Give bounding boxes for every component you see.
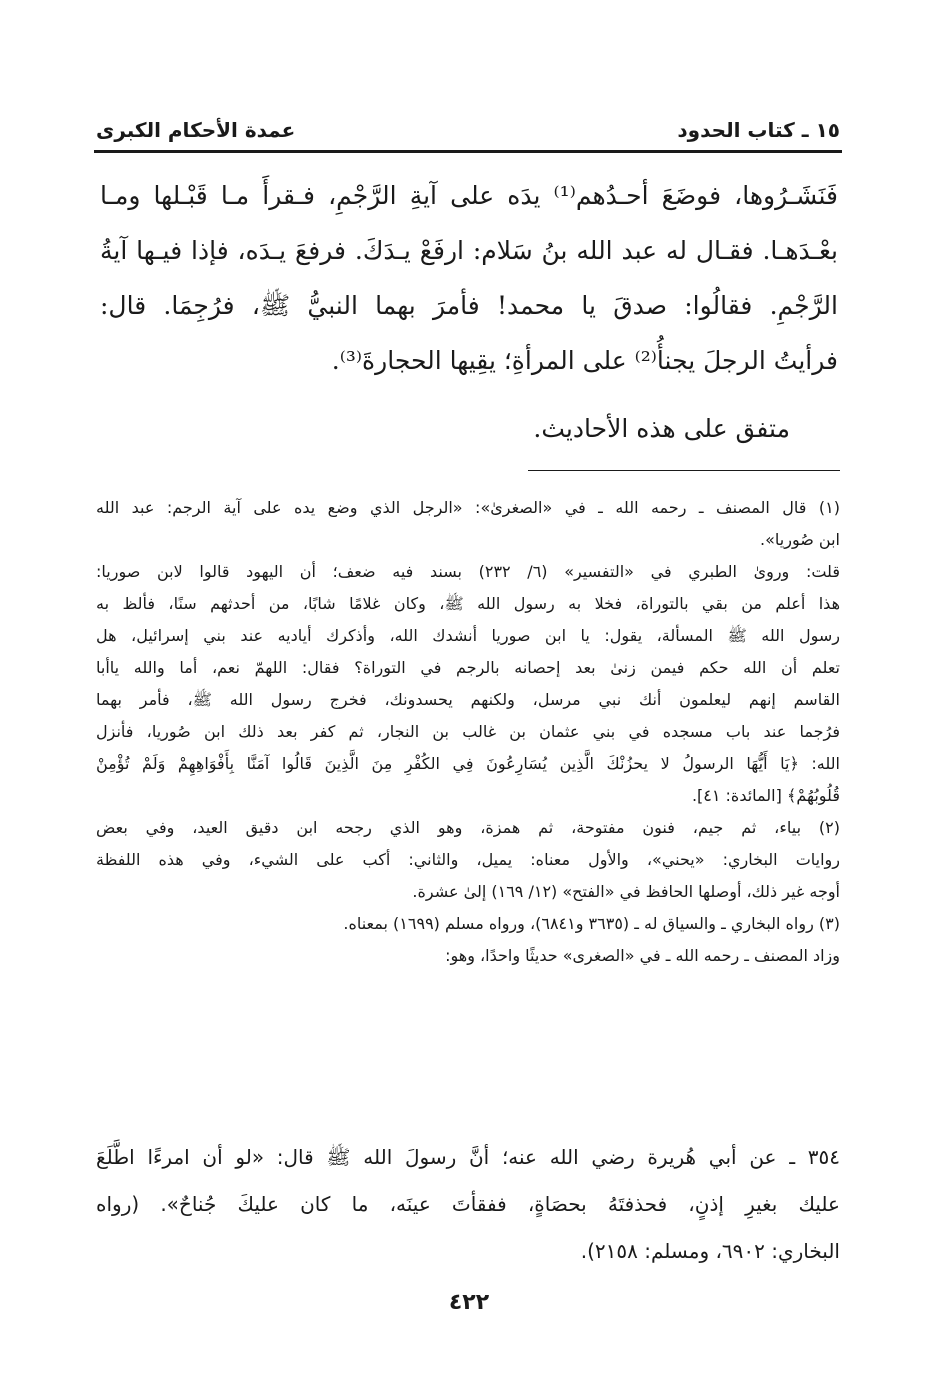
book-title: عمدة الأحكام الكبرى xyxy=(96,118,296,142)
footnote-line: الله: ﴿يَا أَيُّهَا الرسولُ لا يحزُنْكَ الَّذِين يُسَارِعُونَ فِي الكُفْرِ مِنَ الَّذِينَ قَالُوا آمَنَّا بِأَفْوَاهِهِمْ وَلَمْ تُؤْمِنْ xyxy=(96,754,840,773)
hadith-line: ٣٥٤ ـ عن أبي هُريرة رضي الله عنه؛ أنَّ رسولَ الله ﷺ قال: «لو أن امرءًا اطَّلَعَ xyxy=(96,1145,840,1169)
footnote-line: ابن صُوريا». xyxy=(760,530,840,549)
footnote-line: (١) قال المصنف ـ رحمه الله ـ في «الصغرىٰ»: «الرجل الذي وضع يده على آية الرجم: عبد الله xyxy=(96,498,840,517)
footnote-divider xyxy=(528,470,840,471)
footnote-line: هذا أعلم من بقي بالتوراة، فخلا به رسول الله ﷺ، وكان غلامًا شابًا، من أحدثهم سنًا، فألظ به xyxy=(96,594,840,613)
footnote-line: (٢) بياء، ثم جيم، فنون مفتوحة، ثم همزة، وهو الذي رجحه ابن دقيق العيد، وفي بعض xyxy=(96,818,840,837)
footnote-line: فرُجما عند باب مسجده في بني عثمان بن غالب بن النجار، ثم كفر بعد ذلك ابن صُوريا، فأنزل xyxy=(96,722,840,741)
footnote-line: تعلم أن الله حكم فيمن زنىٰ بعد إحصانه بالرجم في التوراة؟ فقال: اللهمّ نعم، أما والله ياأبا xyxy=(96,658,840,677)
running-header xyxy=(96,112,840,148)
main-text-line: الرَّجْمِ. فقالُوا: صدقَ يا محمد! فأمرَ بهما النبيُّ ﷺ، فرُجِمَا. قال: xyxy=(100,291,838,320)
hadith-line: عليك بغيرِ إذنٍ، فحذفتَهُ بحصَاةٍ، ففقأتَ عينَه، ما كان عليكَ جُناحٌ». (رواه xyxy=(96,1192,840,1216)
main-text-line: بعْـدَهـا. فقـال له عبد الله بنُ سَلام: ارفَعْ يـدَكَ. فرفعَ يـدَه، فإذا فيـها آيةُ xyxy=(100,236,838,265)
footnote-line: رسول الله ﷺ المسألة، يقول: يا ابن صوريا أنشدك الله، وأذكرك أياديه عند بني إسرائيل، هل xyxy=(96,626,840,645)
footnote-line: وزاد المصنف ـ رحمه الله ـ في «الصغرى» حديثًا واحدًا، وهو: xyxy=(445,946,840,965)
hadith-line: البخاري: ٦٩٠٢، ومسلم: ٢١٥٨). xyxy=(580,1239,840,1263)
footnote-line: قلت: وروىٰ الطبري في «التفسير» (٦/ ٢٣٢) بسند فيه ضعف؛ أن اليهود قالوا لابن صوريا: xyxy=(96,562,840,581)
agreement-note: متفق على هذه الأحاديث. xyxy=(533,414,790,443)
footnotes xyxy=(96,492,840,972)
hadith-block xyxy=(96,1134,840,1275)
main-text-line: فرأيتُ الرجلَ يجنأُ⁽²⁾ على المرأةِ؛ يقِيها الحجارةَ⁽³⁾. xyxy=(331,346,838,375)
footnote-line: (٣) رواه البخاري ـ والسياق له ـ (٣٦٣٥ و٦٨٤١)، ورواه مسلم (١٦٩٩) بمعناه. xyxy=(343,914,840,933)
main-text xyxy=(100,168,838,388)
page-number: ٤٢٢ xyxy=(448,1290,490,1315)
footnote-line: روايات البخاري: «يحني»، والأول معناه: يميل، والثاني: أكب على الشيء، وفي هذه اللفظة xyxy=(96,850,840,869)
footnote-line: قُلُوبُهُمْ﴾ [المائدة: ٤١]. xyxy=(691,786,840,805)
footnote-line: أوجه غير ذلك، أوصلها الحافظ في «الفتح» (١٢/ ١٦٩) إلىٰ عشرة. xyxy=(412,882,840,901)
header-divider xyxy=(94,150,842,153)
main-text-line: فَنَشَـرُوها، فوضَعَ أحـدُهم⁽¹⁾ يدَه على آيةِ الرَّجْمِ، فـقرأَ مـا قَبْـلها ومـا xyxy=(100,181,838,210)
footnote-line: القاسم إنهم ليعلمون أنك نبي مرسل، ولكنهم يحسدونك، فخرج رسول الله ﷺ، فأمر بهما xyxy=(96,690,840,709)
chapter-title: ١٥ ـ كتاب الحدود xyxy=(677,118,840,142)
